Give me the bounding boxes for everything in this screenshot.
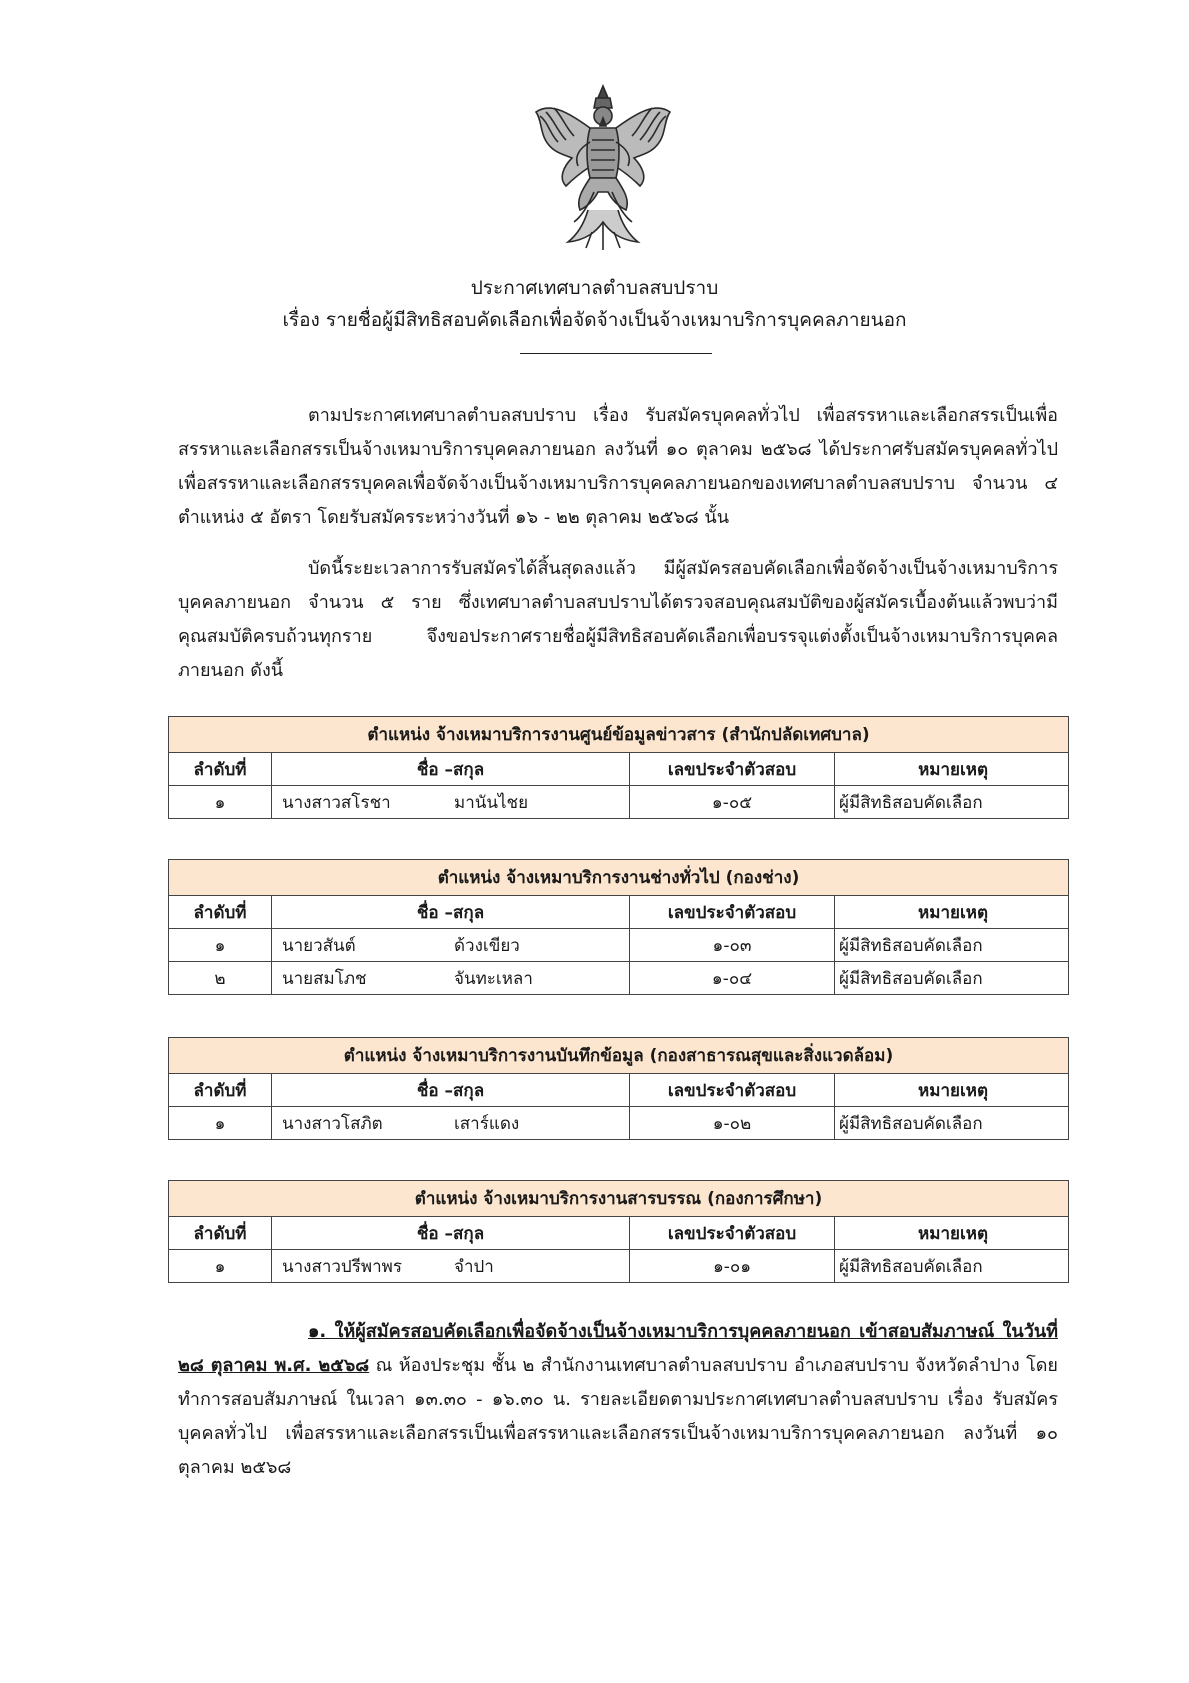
body-paragraph-1: ตามประกาศเทศบาลตำบลสบปราบ เรื่อง รับสมัครบุคคลทั่วไป เพื่อสรรหาและเลือกสรรเป็นเพื่อสรรหาและเลือกสรรเป็นจ้างเหมาบริการบุคคลภายนอก ลงวันที่ ๑๐ ตุลาคม ๒๕๖๘ ได้ประกาศรับสมัครบุคคลทั่วไปเพื่อสรรหาและเลือกสรรบุคคลเพื่อจัดจ้างเป็นจ้างเหมาบริการบุคคลภายนอกของเทศบาลตำบลสบปราบ จำนวน ๔ ตำแหน่ง ๕ อัตรา โดยรับสมัครระหว่างวันที่ ๑๖ - ๒๒ ตุลาคม ๒๕๖๘ นั้น	[178, 405, 1058, 528]
first-name: นางสาวสโรชา	[282, 792, 391, 813]
row-no: ๑	[169, 1250, 272, 1283]
candidate-table-2	[168, 859, 1069, 995]
row-no: ๑	[169, 786, 272, 819]
row-exam-id: ๑-๐๔	[630, 962, 835, 995]
column-header-name: ชื่อ –สกุล	[272, 896, 630, 929]
announcement-issuer: ประกาศเทศบาลตำบลสบปราบ	[470, 277, 719, 299]
column-header-exam-id: เลขประจำตัวสอบ	[630, 896, 835, 929]
column-header-exam-id: เลขประจำตัวสอบ	[630, 1217, 835, 1250]
table-position-title: ตำแหน่ง จ้างเหมาบริการงานช่างทั่วไป (กองช่าง)	[169, 860, 1069, 896]
row-remark: ผู้มีสิทธิสอบคัดเลือก	[835, 786, 1069, 819]
row-no: ๑	[169, 1107, 272, 1140]
row-exam-id: ๑-๐๕	[630, 786, 835, 819]
row-remark: ผู้มีสิทธิสอบคัดเลือก	[835, 1250, 1069, 1283]
row-no: ๑	[169, 929, 272, 962]
candidate-table-1	[168, 716, 1069, 819]
last-name: เสาร์แดง	[454, 1113, 520, 1134]
column-header-remark: หมายเหตุ	[835, 753, 1069, 786]
last-name: ด้วงเขียว	[454, 935, 520, 956]
row-remark: ผู้มีสิทธิสอบคัดเลือก	[835, 962, 1069, 995]
column-header-name: ชื่อ –สกุล	[272, 753, 630, 786]
garuda-emblem-icon	[528, 82, 678, 254]
candidate-table-3	[168, 1037, 1069, 1140]
column-header-no: ลำดับที่	[169, 1074, 272, 1107]
column-header-no: ลำดับที่	[169, 896, 272, 929]
candidate-table-4	[168, 1180, 1069, 1283]
column-header-remark: หมายเหตุ	[835, 896, 1069, 929]
interview-details: ณ ห้องประชุม ชั้น ๒ สำนักงานเทศบาลตำบลสบปราบ อำเภอสบปราบ จังหวัดลำปาง โดยทำการสอบสัมภาษณ์ ในเวลา ๑๓.๓๐ - ๑๖.๓๐ น. รายละเอียดตามประกาศเทศบาลตำบลสบปราบ เรื่อง รับสมัครบุคคลทั่วไป เพื่อสรรหาและเลือกสรรเป็นเพื่อสรรหาและเลือกสรรเป็นจ้างเหมาบริการบุคคลภายนอก ลงวันที่ ๑๐ ตุลาคม ๒๕๖๘	[178, 1355, 1058, 1478]
first-name: นางสาวปรีพาพร	[282, 1256, 402, 1277]
heading-divider	[520, 353, 712, 354]
table-position-title: ตำแหน่ง จ้างเหมาบริการงานบันทึกข้อมูล (กองสาธารณสุขและสิ่งแวดล้อม)	[169, 1038, 1069, 1074]
column-header-name: ชื่อ –สกุล	[272, 1217, 630, 1250]
table-position-title: ตำแหน่ง จ้างเหมาบริการงานสารบรรณ (กองการศึกษา)	[169, 1181, 1069, 1217]
row-name	[272, 962, 630, 995]
row-exam-id: ๑-๐๑	[630, 1250, 835, 1283]
column-header-no: ลำดับที่	[169, 753, 272, 786]
row-name	[272, 786, 630, 819]
table-row	[169, 1107, 1069, 1140]
table-position-title: ตำแหน่ง จ้างเหมาบริการงานศูนย์ข้อมูลข่าวสาร (สำนักปลัดเทศบาล)	[169, 717, 1069, 753]
column-header-remark: หมายเหตุ	[835, 1074, 1069, 1107]
column-header-name: ชื่อ –สกุล	[272, 1074, 630, 1107]
row-exam-id: ๑-๐๒	[630, 1107, 835, 1140]
last-name: จันทะเหลา	[454, 968, 533, 989]
row-name	[272, 929, 630, 962]
body-paragraph-2: บัดนี้ระยะเวลาการรับสมัครได้สิ้นสุดลงแล้ว มีผู้สมัครสอบคัดเลือกเพื่อจัดจ้างเป็นจ้างเหมาบริการบุคคลภายนอก จำนวน ๕ ราย ซึ่งเทศบาลตำบลสบปราบได้ตรวจสอบคุณสมบัติของผู้สมัครเบื้องต้นแล้วพบว่ามีคุณสมบัติครบถ้วนทุกราย จึงขอประกาศรายชื่อผู้มีสิทธิสอบคัดเลือกเพื่อบรรจุแต่งตั้งเป็นจ้างเหมาบริการบุคคลภายนอก ดังนี้	[178, 558, 1058, 681]
body-paragraph-3	[178, 1315, 1058, 1485]
row-name	[272, 1107, 630, 1140]
row-remark: ผู้มีสิทธิสอบคัดเลือก	[835, 1107, 1069, 1140]
first-name: นายวสันต์	[282, 935, 356, 956]
row-name	[272, 1250, 630, 1283]
announcement-subject: เรื่อง รายชื่อผู้มีสิทธิสอบคัดเลือกเพื่อจัดจ้างเป็นจ้างเหมาบริการบุคคลภายนอก	[282, 309, 907, 331]
table-row	[169, 929, 1069, 962]
column-header-remark: หมายเหตุ	[835, 1217, 1069, 1250]
first-name: นางสาวโสภิต	[282, 1113, 383, 1134]
last-name: มานันไชย	[454, 792, 529, 813]
row-exam-id: ๑-๐๓	[630, 929, 835, 962]
column-header-exam-id: เลขประจำตัวสอบ	[630, 1074, 835, 1107]
interview-date-emphasis: ๑. ให้ผู้สมัครสอบคัดเลือกเพื่อจัดจ้างเป็นจ้างเหมาบริการบุคคลภายนอก เข้าสอบสัมภาษณ์ ในวันที่ ๒๘ ตุลาคม พ.ศ. ๒๕๖๘	[178, 1321, 1058, 1376]
row-no: ๒	[169, 962, 272, 995]
column-header-exam-id: เลขประจำตัวสอบ	[630, 753, 835, 786]
table-row	[169, 786, 1069, 819]
table-row	[169, 1250, 1069, 1283]
first-name: นายสมโภช	[282, 968, 367, 989]
column-header-no: ลำดับที่	[169, 1217, 272, 1250]
table-row	[169, 962, 1069, 995]
row-remark: ผู้มีสิทธิสอบคัดเลือก	[835, 929, 1069, 962]
last-name: จำปา	[454, 1256, 494, 1277]
